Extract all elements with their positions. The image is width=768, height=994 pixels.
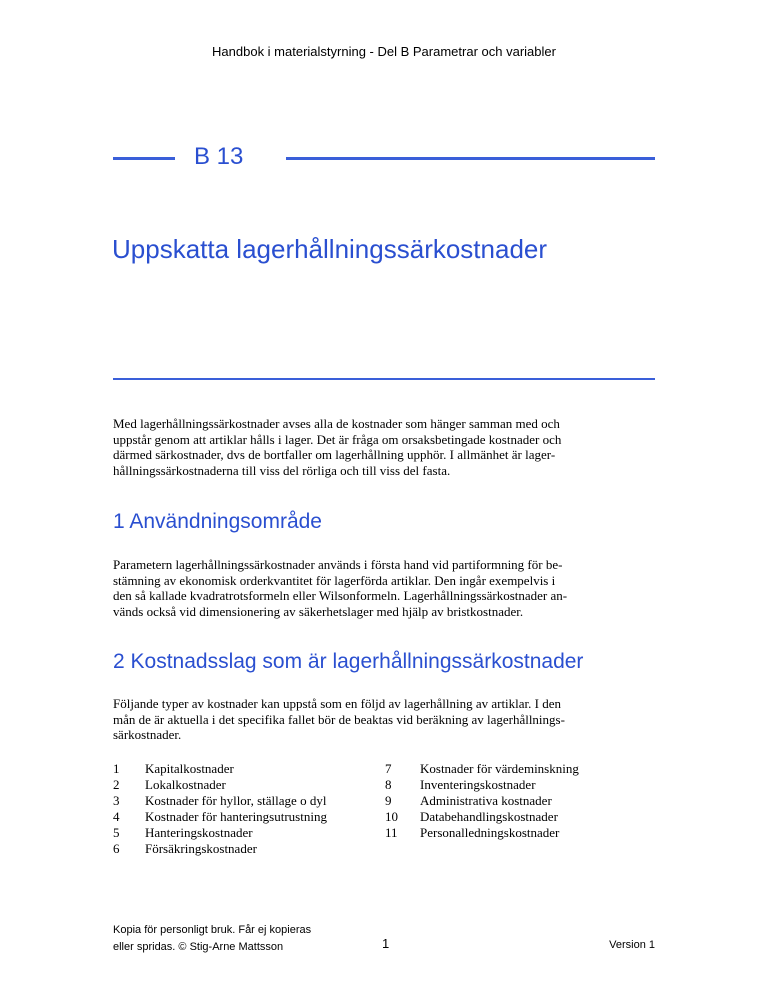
list-item-label: Hanteringskostnader [145, 825, 253, 840]
list-item-number: 8 [385, 777, 392, 792]
list-item [113, 793, 327, 809]
list-item-number: 4 [113, 809, 120, 824]
intro-line: Med lagerhållningssärkostnader avses alla de kostnader som hänger samman med och [113, 416, 560, 431]
list-item-number: 10 [385, 809, 398, 824]
section2-paragraph [113, 696, 658, 743]
list-item-number: 1 [113, 761, 120, 776]
list-item [113, 841, 327, 857]
section2-line: mån de är aktuella i det specifika fallet bör de beaktas vid beräkning av lagerhållnings- [113, 711, 565, 727]
list-item-label: Kostnader för hanteringsutrustning [145, 809, 327, 824]
cost-list-left [113, 761, 327, 857]
page-number: 1 [382, 936, 390, 951]
section2-line: särkostnader. [113, 727, 182, 742]
list-item-number: 2 [113, 777, 120, 792]
intro-line: uppstår genom att artiklar hålls i lager. Det är fråga om orsaksbetingade kostnader och [113, 431, 562, 447]
list-item-number: 3 [113, 793, 120, 808]
cost-list-right [385, 761, 579, 841]
version-label: Version 1 [609, 939, 655, 951]
intro-line: därmed särkostnader, dvs de bortfaller om lagerhållning upphör. I allmänhet är lager- [113, 447, 556, 462]
section1-line: Parametern lagerhållningssärkostnader används i första hand vid partiformning för be- [113, 557, 563, 572]
section1-line: stämning av ekonomisk orderkvantitet för lagerförda artiklar. Den ingår exempelvis i [113, 572, 556, 588]
copyright-line: Kopia för personligt bruk. Får ej kopieras [113, 924, 312, 936]
list-item [385, 777, 579, 793]
title-divider [113, 378, 655, 380]
list-item-number: 9 [385, 793, 392, 808]
list-item [385, 793, 579, 809]
section-heading-anvandningsomrade: 1 Användningsområde [113, 510, 322, 533]
page-title: Uppskatta lagerhållningssärkostnader [112, 234, 548, 264]
section1-paragraph [113, 557, 658, 619]
list-item-number: 5 [113, 825, 120, 840]
list-item-number: 6 [113, 841, 120, 856]
list-item [113, 809, 327, 825]
list-item-label: Lokalkostnader [145, 777, 226, 792]
list-item-label: Databehandlingskostnader [420, 809, 558, 824]
list-item [113, 825, 327, 841]
list-item-label: Kostnader för värdeminskning [420, 761, 579, 776]
section2-line: Följande typer av kostnader kan uppstå som en följd av lagerhållning av artiklar. I den [113, 696, 562, 711]
list-item-label: Kostnader för hyllor, ställage o dyl [145, 793, 327, 808]
list-item-number: 11 [385, 825, 398, 840]
list-item-number: 7 [385, 761, 392, 776]
list-item [113, 777, 327, 793]
list-item-label: Inventeringskostnader [420, 777, 536, 792]
running-header: Handbok i materialstyrning - Del B Parametrar och variabler [212, 44, 556, 59]
intro-line: hållningssärkostnaderna till viss del rörliga och till viss del fasta. [113, 462, 451, 478]
chapter-code: B 13 [194, 143, 244, 170]
section-heading-kostnadsslag: 2 Kostnadsslag som är lagerhållningssärkostnader [113, 650, 584, 673]
intro-paragraph [113, 416, 658, 478]
copyright-notice [113, 922, 311, 956]
list-item-label: Administrativa kostnader [420, 793, 552, 808]
list-item-label: Kapitalkostnader [145, 761, 234, 776]
list-item-label: Personalledningskostnader [420, 825, 560, 840]
section1-line: den så kallade kvadratrotsformeln eller Wilsonformeln. Lagerhållningssärkostnader an- [113, 588, 568, 603]
list-item [385, 809, 579, 825]
section1-line: vänds också vid dimensionering av säkerhetslager med hjälp av bristkostnader. [113, 603, 524, 619]
chapter-rule-left [113, 157, 175, 160]
list-item-label: Försäkringskostnader [145, 841, 257, 856]
copyright-line: eller spridas. © Stig-Arne Mattsson [113, 941, 284, 953]
list-item [113, 761, 327, 777]
chapter-rule-right [286, 157, 655, 160]
list-item [385, 761, 579, 777]
list-item [385, 825, 579, 841]
